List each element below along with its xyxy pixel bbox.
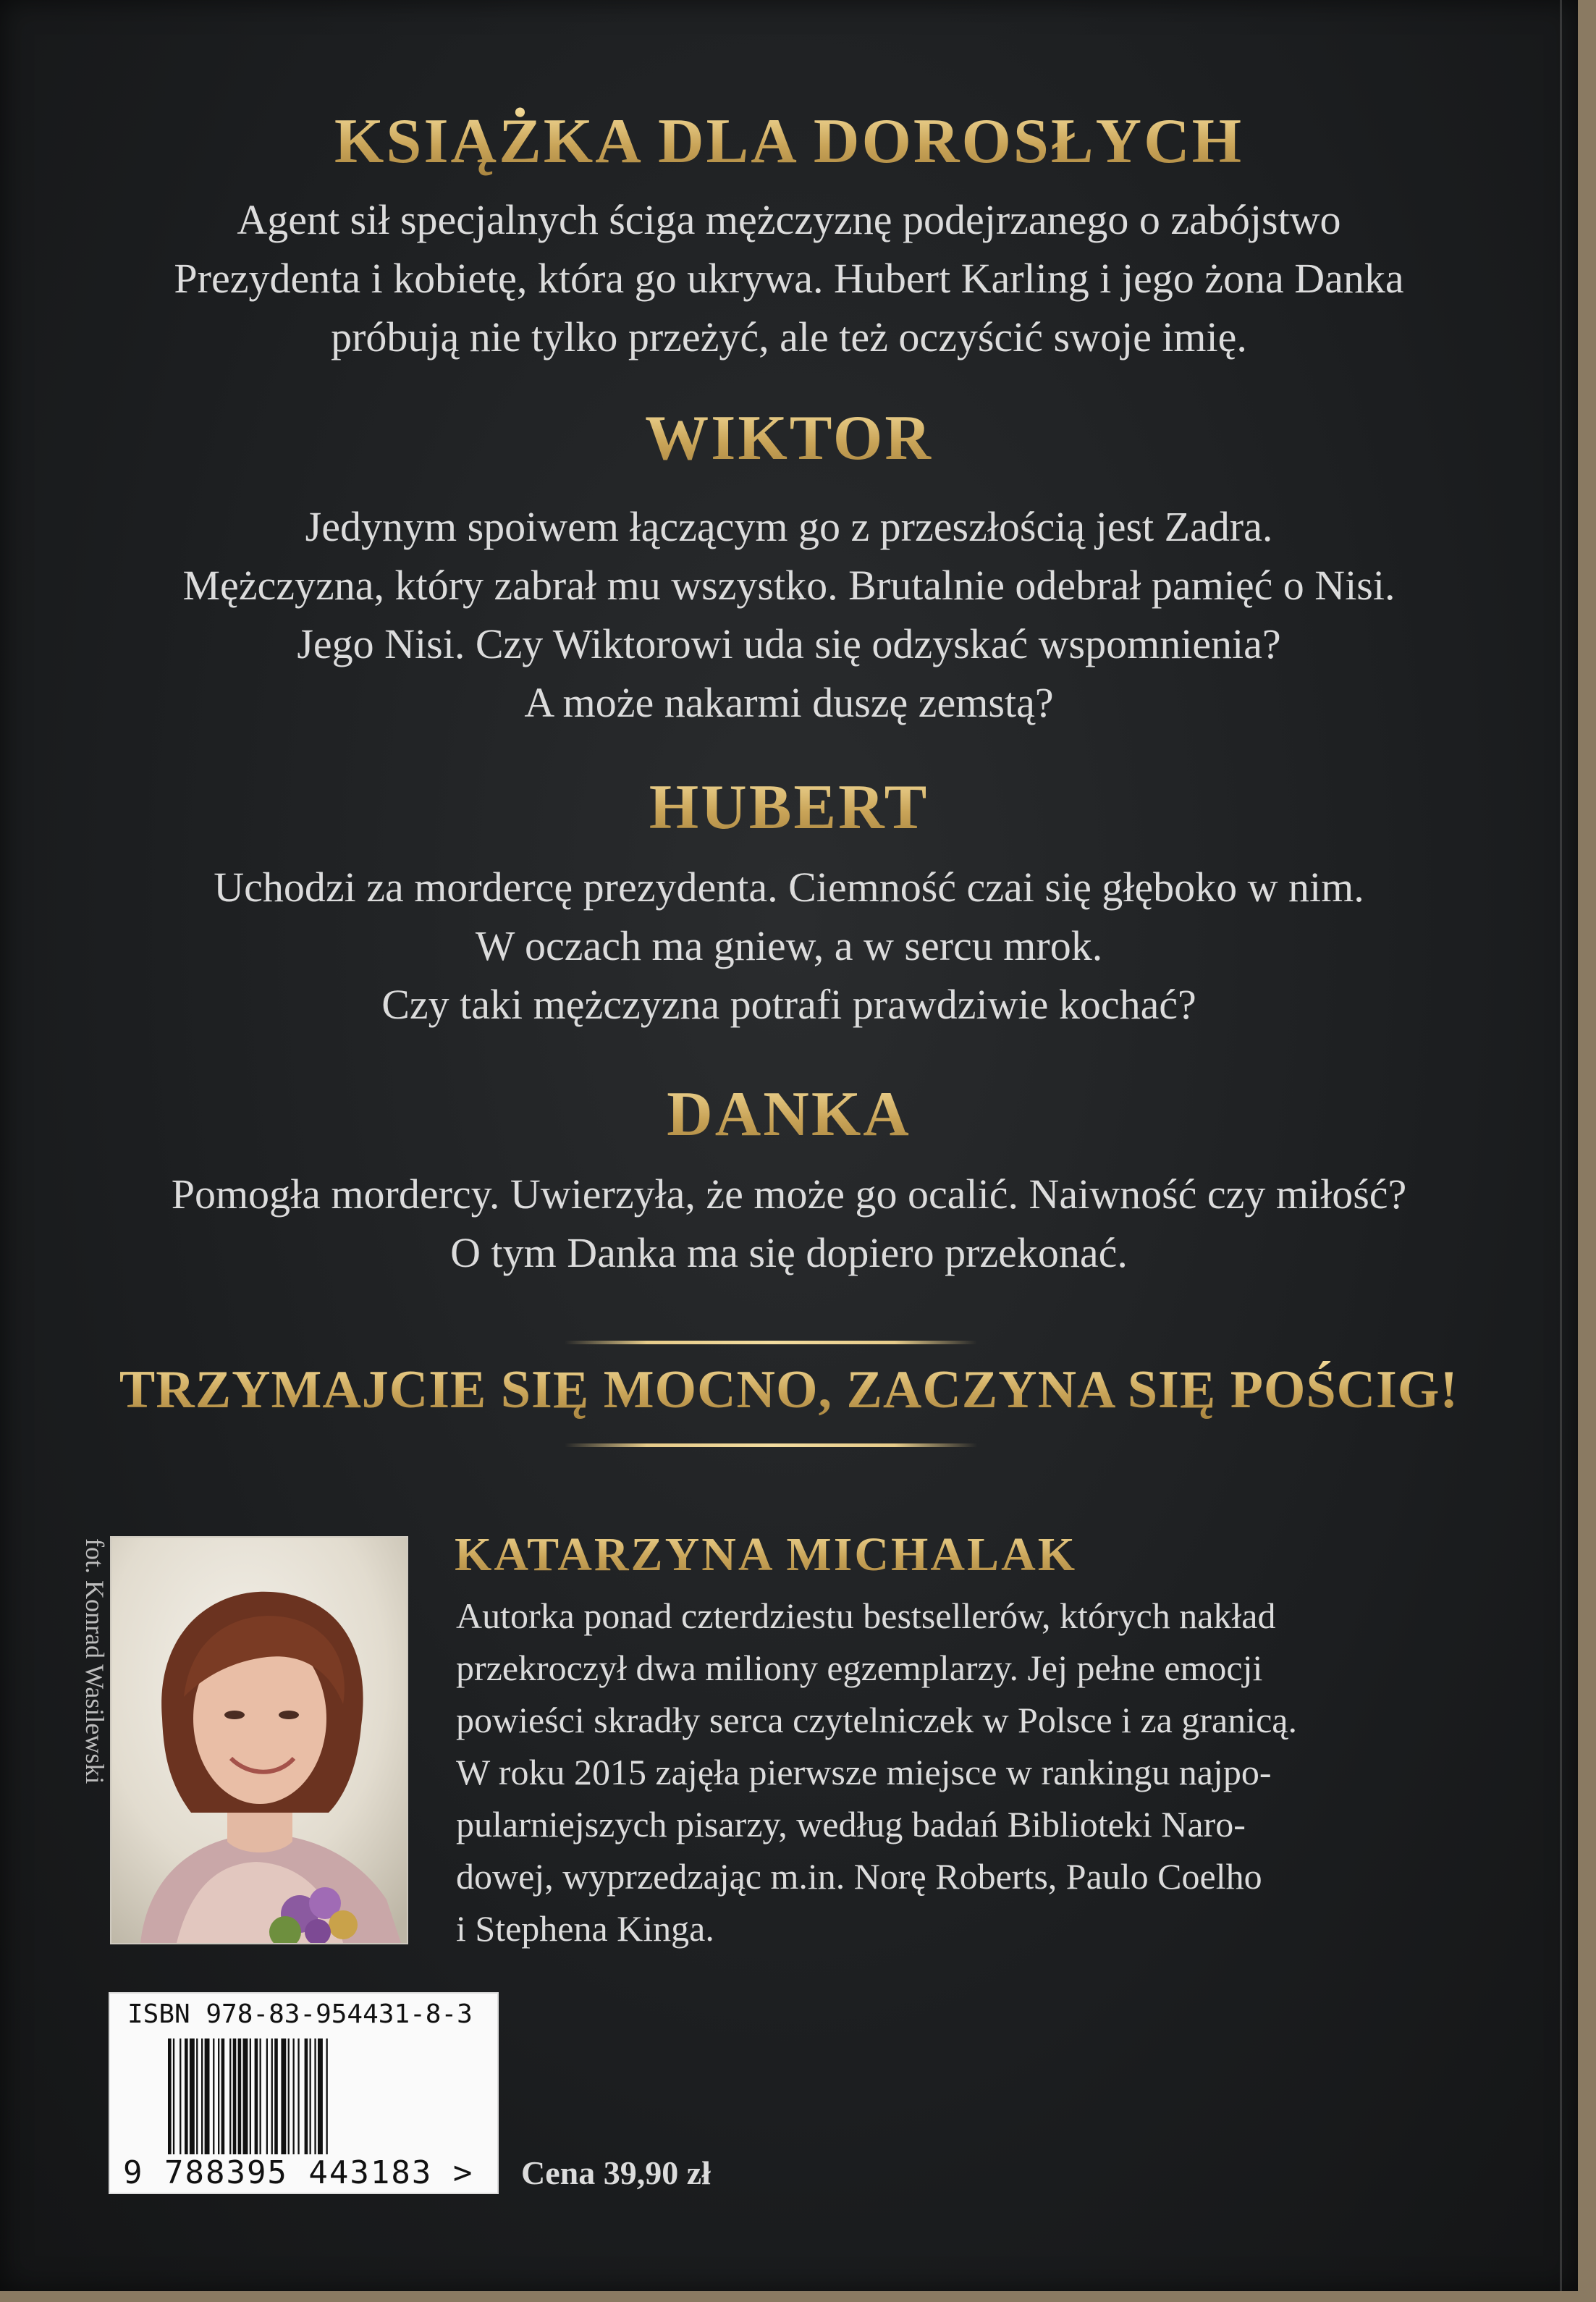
barcode-bar	[274, 2039, 278, 2154]
divider-top	[565, 1341, 977, 1344]
barcode-bar	[213, 2039, 214, 2154]
section-heading: HUBERT	[0, 773, 1578, 843]
section-danka	[0, 1080, 1578, 1282]
barcode-bar	[196, 2039, 198, 2154]
barcode-bar	[243, 2039, 248, 2154]
author-photo	[110, 1536, 408, 1944]
barcode-bar	[185, 2039, 188, 2154]
bio-line: dowej, wyprzedzając m.in. Norę Roberts, Paulo Coelho	[456, 1856, 1262, 1897]
text-line: Prezydenta i kobietę, która go ukrywa. Hubert Karling i jego żona Danka	[174, 254, 1404, 302]
bio-line: powieści skradły serca czytelniczek w Polsce i za granicą.	[456, 1700, 1297, 1740]
tagline: TRZYMAJCIE SIĘ MOCNO, ZACZYNA SIĘ POŚCIG!	[0, 1359, 1578, 1421]
barcode-bar	[233, 2039, 237, 2154]
barcode-bar	[266, 2039, 268, 2154]
text-line: Uchodzi za mordercę prezydenta. Ciemność czai się głęboko w nim.	[214, 863, 1364, 911]
barcode-bar	[218, 2039, 219, 2154]
barcode-bar	[297, 2039, 299, 2154]
text-line: Agent sił specjalnych ściga mężczyznę podejrzanego o zabójstwo	[237, 195, 1341, 243]
barcode-bar	[201, 2039, 203, 2154]
bio-line: pularniejszych pisarzy, według badań Biblioteki Naro-	[456, 1804, 1246, 1844]
barcode-bar	[260, 2039, 261, 2154]
section-heading: DANKA	[0, 1080, 1578, 1150]
bio-line: przekroczył dwa miliony egzemplarzy. Jej pełne emocji	[456, 1648, 1263, 1688]
text-line: O tym Danka ma się dopiero przekonać.	[450, 1228, 1128, 1276]
text-line: W oczach ma gniew, a w sercu mrok.	[475, 922, 1103, 969]
section-adult-book	[0, 107, 1578, 366]
barcode-bar	[250, 2039, 251, 2154]
bio-line: W roku 2015 zajęła pierwsze miejsce w rankingu najpo-	[456, 1752, 1272, 1792]
barcode-bar	[326, 2039, 328, 2154]
bio-line: i Stephena Kinga.	[456, 1908, 714, 1949]
ean-number: 9 788395 443183 >	[123, 2154, 474, 2191]
barcode-bar	[271, 2039, 273, 2154]
text-line: Czy taki mężczyzna potrafi prawdziwie kochać?	[381, 980, 1196, 1028]
divider-bottom	[565, 1443, 977, 1447]
barcode-bar	[305, 2039, 308, 2154]
section-text	[0, 190, 1578, 366]
bio-line: Autorka ponad czterdziestu bestsellerów, których nakład	[456, 1595, 1276, 1636]
text-line: A może nakarmi duszę zemstą?	[524, 678, 1054, 726]
barcode-bar	[190, 2039, 195, 2154]
barcode-bar	[293, 2039, 295, 2154]
photo-credit: fot. Konrad Wasilewski	[80, 1538, 109, 1784]
section-heading: KSIĄŻKA DLA DOROSŁYCH	[0, 107, 1578, 177]
section-text	[0, 858, 1578, 1034]
author-name: KATARZYNA MICHALAK	[455, 1528, 1078, 1581]
barcode-bar	[318, 2039, 323, 2154]
barcode-bar	[238, 2039, 242, 2154]
section-text	[0, 497, 1578, 732]
price-label: Cena 39,90 zł	[521, 2154, 711, 2191]
barcode-bar	[180, 2039, 181, 2154]
barcode-bar	[310, 2039, 311, 2154]
section-hubert	[0, 773, 1578, 1034]
author-portrait-illustration	[111, 1538, 407, 1943]
section-heading: WIKTOR	[0, 404, 1578, 474]
section-text	[0, 1165, 1578, 1282]
barcode-bar	[281, 2039, 286, 2154]
barcode-bars	[168, 2039, 443, 2154]
section-wiktor	[0, 404, 1578, 732]
barcode-bar	[168, 2039, 172, 2154]
barcode-bar	[205, 2039, 210, 2154]
text-line: próbują nie tylko przeżyć, ale też oczyścić swoje imię.	[331, 313, 1247, 361]
barcode-bar	[229, 2039, 231, 2154]
barcode-bar	[288, 2039, 290, 2154]
text-line: Mężczyzna, który zabrał mu wszystko. Brutalnie odebrał pamięć o Nisi.	[182, 561, 1396, 609]
barcode-bar	[173, 2039, 174, 2154]
text-line: Pomogła mordercy. Uwierzyła, że może go ocalić. Naiwność czy miłość?	[171, 1170, 1407, 1218]
author-bio	[456, 1590, 1297, 1955]
barcode-bar	[255, 2039, 258, 2154]
text-line: Jedynym spoiwem łączącym go z przeszłością jest Zadra.	[305, 502, 1273, 550]
isbn-number: ISBN 978-83-954431-8-3	[127, 1999, 473, 2029]
barcode-bar	[221, 2039, 225, 2154]
barcode-bar	[314, 2039, 316, 2154]
text-line: Jego Nisi. Czy Wiktorowi uda się odzyskać wspomnienia?	[297, 620, 1281, 667]
isbn-barcode	[109, 1992, 499, 2194]
